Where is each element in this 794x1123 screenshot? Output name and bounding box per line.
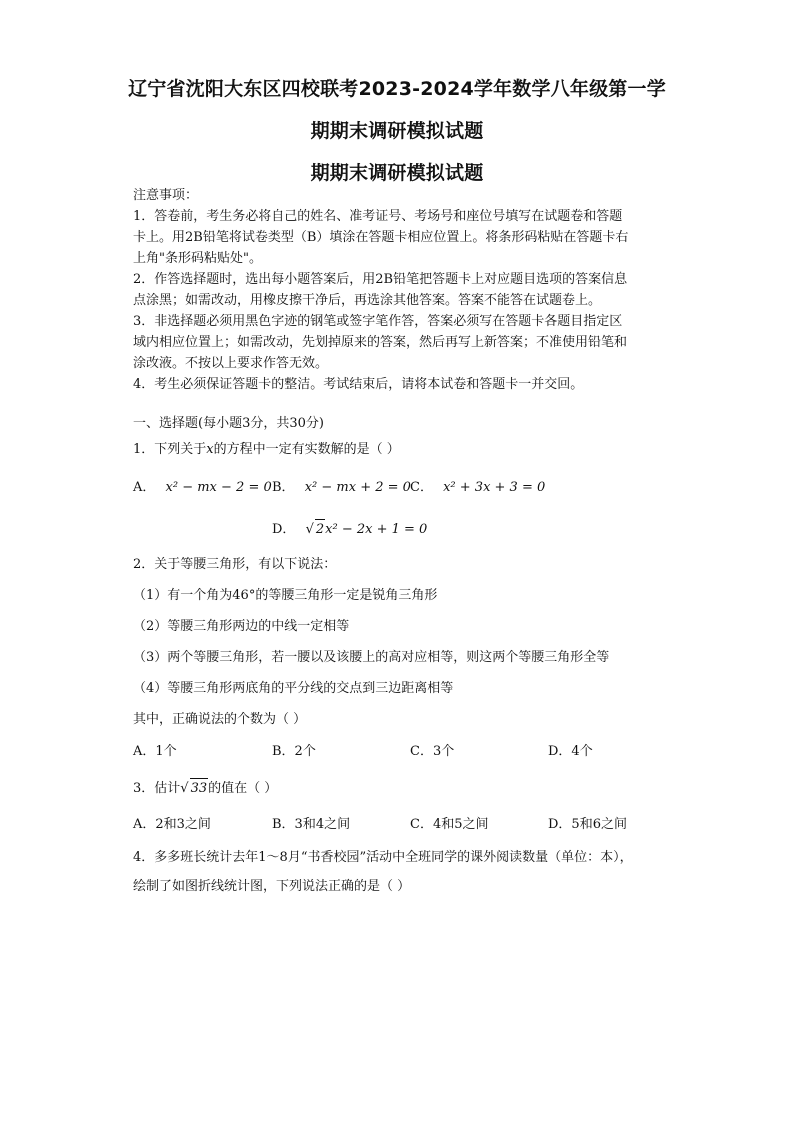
question-1-option-a xyxy=(133,478,272,498)
option-expression: x² + 3x + 3 = 0 xyxy=(443,480,546,495)
question-2-stem: 2．关于等腰三角形，有以下说法： xyxy=(133,557,337,572)
question-2-option-d: D．4个 xyxy=(548,744,593,759)
question-4-line-2: 绘制了如图折线统计图，下列说法正确的是（ ） xyxy=(133,879,411,894)
notice-line: 涂改液。不按以上要求作答无效。 xyxy=(133,356,329,371)
question-3-option-d: D．5和6之间 xyxy=(548,817,627,832)
question-3-option-c: C．4和5之间 xyxy=(410,817,489,832)
notice-line: 域内相应位置上；如需改动，先划掉原来的答案，然后再写上新答案；不准使用铅笔和 xyxy=(133,335,628,350)
question-1-suffix: 的方程中一定有实数解的是（ ） xyxy=(213,442,400,457)
question-2-ask: 其中，正确说法的个数为（ ） xyxy=(133,712,307,727)
option-label: D． xyxy=(272,522,296,537)
option-sqrt: 2 xyxy=(315,519,325,540)
page-title-line-2: 期期末调研模拟试题 xyxy=(310,120,484,142)
section-heading: 一、选择题(每小题3分，共30分) xyxy=(133,416,324,431)
question-2-item: （3）两个等腰三角形，若一腰以及该腰上的高对应相等，则这两个等腰三角形全等 xyxy=(133,650,610,665)
notice-line: 点涂黑；如需改动，用橡皮擦干净后，再选涂其他答案。答案不能答在试题卷上。 xyxy=(133,293,602,308)
page-title-line-3: 期期末调研模拟试题 xyxy=(310,162,484,184)
notice-heading: 注意事项： xyxy=(133,188,199,203)
question-3-option-a: A．2和3之间 xyxy=(133,817,211,832)
question-2-item: （1）有一个角为46°的等腰三角形一定是锐角三角形 xyxy=(133,588,438,603)
option-label: C． xyxy=(410,480,433,495)
question-4-line-1: 4．多多班长统计去年1～8月“书香校园”活动中全班同学的课外阅读数量（单位：本）， xyxy=(133,850,633,865)
notice-line: 1．答卷前，考生务必将自己的姓名、准考证号、考场号和座位号填写在试题卷和答题 xyxy=(133,209,623,224)
notice-line: 2．作答选择题时，选出每小题答案后，用2B铅笔把答题卡上对应题目选项的答案信息 xyxy=(133,272,628,287)
notice-line: 4．考生必须保证答题卡的整洁。考试结束后，请将本试卷和答题卡一并交回。 xyxy=(133,377,584,392)
question-3-prefix: 3．估计 xyxy=(133,781,181,796)
option-expression: x² − mx − 2 = 0 xyxy=(165,480,272,495)
question-3-sqrt: 33 xyxy=(190,778,209,799)
question-2-item: （2）等腰三角形两边的中线一定相等 xyxy=(133,619,350,634)
notice-line: 3．非选择题必须用黑色字迹的钢笔或签字笔作答，答案必须写在答题卡各题目指定区 xyxy=(133,314,623,329)
question-1-prefix: 1．下列关于 xyxy=(133,442,207,457)
question-1-var: x xyxy=(206,442,214,457)
question-1-option-b xyxy=(272,478,411,498)
question-1-stem xyxy=(133,440,663,460)
question-2-item: （4）等腰三角形两底角的平分线的交点到三边距离相等 xyxy=(133,681,454,696)
option-expression: x² − 2x + 1 = 0 xyxy=(325,522,428,537)
question-1-option-c xyxy=(410,478,545,498)
option-expression: x² − mx + 2 = 0 xyxy=(304,480,411,495)
question-1-option-d: D． √ 2x² − 2x + 1 = 0 xyxy=(272,519,427,540)
question-2-option-a: A．1个 xyxy=(133,744,177,759)
option-label: A． xyxy=(133,480,156,495)
question-2-option-b: B．2个 xyxy=(272,744,316,759)
notice-line: 卡上。用2B铅笔将试卷类型（B）填涂在答题卡相应位置上。将条形码粘贴在答题卡右 xyxy=(133,230,629,245)
question-3-option-b: B．3和4之间 xyxy=(272,817,351,832)
notice-line: 上角"条形码粘贴处"。 xyxy=(133,251,262,266)
option-label: B． xyxy=(272,480,295,495)
question-3-stem: 3．估计√ 33的值在（ ） xyxy=(133,778,663,799)
question-3-suffix: 的值在（ ） xyxy=(208,781,278,796)
page-title-line-1: 辽宁省沈阳大东区四校联考2023-2024学年数学八年级第一学 xyxy=(128,78,666,100)
question-2-option-c: C．3个 xyxy=(410,744,455,759)
